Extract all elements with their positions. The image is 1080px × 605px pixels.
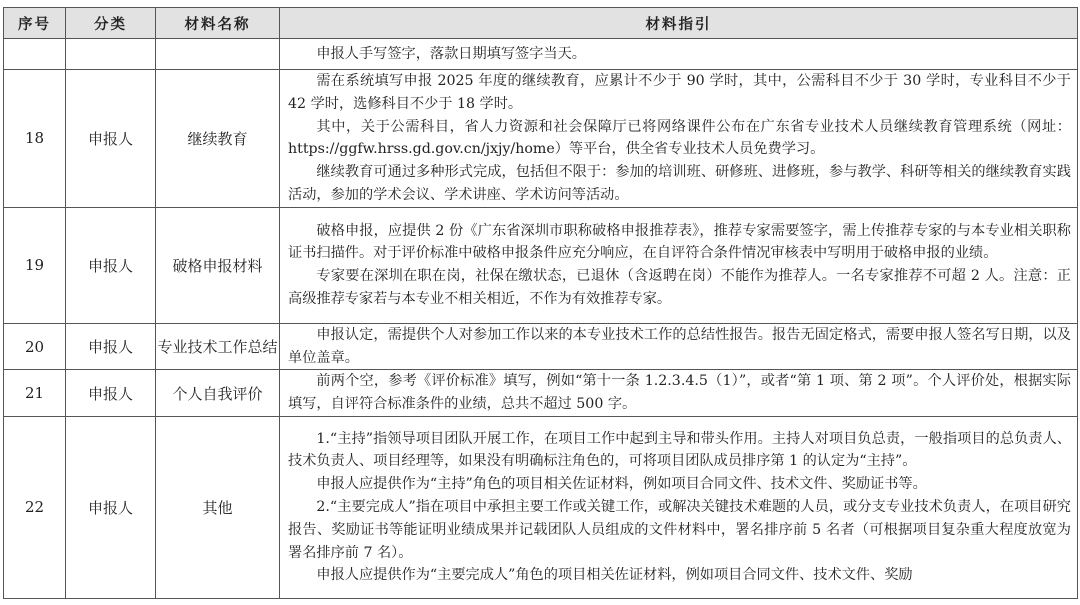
guide-paragraph: 继续教育可通过多种形式完成，包括但不限于：参加的培训班、研修班、进修班，参与教学、科研等相关的继续教育实践活动，参加的学术会议、学术讲座、学术访问等活动。 <box>288 164 1071 203</box>
row-category: 申报人 <box>66 416 156 598</box>
row-material <box>156 39 280 70</box>
guide-paragraph: 其中，关于公需科目，省人力资源和社会保障厅已将网络课件公布在广东省专业技术人员继续教育管理系统（网址：https://ggfw.hrss.gd.gov.cn/jxjy/home）等平台，供全省专业技术人员免费学习。 <box>288 118 1071 158</box>
table-row <box>4 70 1078 208</box>
row-num: 22 <box>4 416 66 598</box>
guide-paragraph: 申报人手写签字，落款日期填写签字当天。 <box>316 45 586 62</box>
header-category: 分类 <box>66 8 156 39</box>
row-material: 破格申报材料 <box>156 207 280 323</box>
header-material: 材料名称 <box>156 8 280 39</box>
row-material: 个人自我评价 <box>156 370 280 417</box>
row-guide <box>280 39 1078 70</box>
row-guide <box>280 207 1078 323</box>
row-material: 继续教育 <box>156 70 280 208</box>
row-num: 18 <box>4 70 66 208</box>
row-category <box>66 39 156 70</box>
guide-paragraph: 申报认定，需提供个人对参加工作以来的本专业技术工作的总结性报告。报告无固定格式，需要申报人签名写日期，以及单位盖章。 <box>288 326 1071 366</box>
guide-paragraph: 申报人应提供作为“主要完成人”角色的项目相关佐证材料，例如项目合同文件、技术文件、奖励 <box>316 567 913 584</box>
row-num: 20 <box>4 323 66 370</box>
table-row <box>4 39 1078 70</box>
guide-paragraph: 需在系统填写申报 2025 年度的继续教育，应累计不少于 90 学时，其中，公需科目不少于 30 学时，专业科目不少于 42 学时，选修科目不少于 18 学时。 <box>288 73 1071 112</box>
guide-paragraph: 1.“主持”指领导项目团队开展工作，在项目工作中起到主导和带头作用。主持人对项目负总责，一般指项目的总负责人、技术负责人、项目经理等，如果没有明确标注角色的，可将项目团队成员排序第 1 的认定为“主持”。 <box>288 430 1071 470</box>
table-row <box>4 416 1078 598</box>
row-guide <box>280 370 1078 417</box>
header-num: 序号 <box>4 8 66 39</box>
guide-paragraph: 破格申报，应提供 2 份《广东省深圳市职称破格申报推荐表》，推荐专家需要签字，需上传推荐专家的与本专业相关职称证书扫描件。对于评价标准中破格申报条件应充分响应，在自评符合条件情况审核表中写明用于破格申报的业绩。 <box>288 222 1071 262</box>
table-row <box>4 323 1078 370</box>
guide-paragraph: 专家要在深圳在职在岗，社保在缴状态，已退休（含返聘在岗）不能作为推荐人。一名专家推荐不可超 2 人。注意：正高级推荐专家若与本专业不相关相近，不作为有效推荐专家。 <box>288 268 1071 308</box>
row-material: 专业技术工作总结 <box>156 323 280 370</box>
row-category: 申报人 <box>66 70 156 208</box>
row-category: 申报人 <box>66 323 156 370</box>
row-guide <box>280 323 1078 370</box>
row-guide <box>280 70 1078 208</box>
guide-paragraph: 前两个空，参考《评价标准》填写，例如“第十一条 1.2.3.4.5（1）”，或者“第 1 项、第 2 项”。个人评价处，根据实际填写，自评符合标准条件的业绩，总共不超过 500 字。 <box>288 373 1071 413</box>
table-row <box>4 207 1078 323</box>
materials-table <box>3 7 1078 599</box>
row-num: 21 <box>4 370 66 417</box>
table-row <box>4 370 1078 417</box>
guide-paragraph: 2.“主要完成人”指在项目中承担主要工作或关键工作，或解决关键技术难题的人员，或分支专业技术负责人，在项目研究报告、奖励证书等能证明业绩成果并记载团队人员组成的文件材料中，署名排序前 5 名者（可根据项目复杂重大程度放宽为署名排序前 7 名）。 <box>288 499 1071 561</box>
row-num <box>4 39 66 70</box>
row-num: 19 <box>4 207 66 323</box>
row-guide <box>280 416 1078 598</box>
header-row <box>4 8 1078 39</box>
header-guide: 材料指引 <box>280 8 1078 39</box>
guide-paragraph: 申报人应提供作为“主持”角色的项目相关佐证材料，例如项目合同文件、技术文件、奖励证书等。 <box>316 476 927 493</box>
row-category: 申报人 <box>66 207 156 323</box>
row-category: 申报人 <box>66 370 156 417</box>
row-material: 其他 <box>156 416 280 598</box>
